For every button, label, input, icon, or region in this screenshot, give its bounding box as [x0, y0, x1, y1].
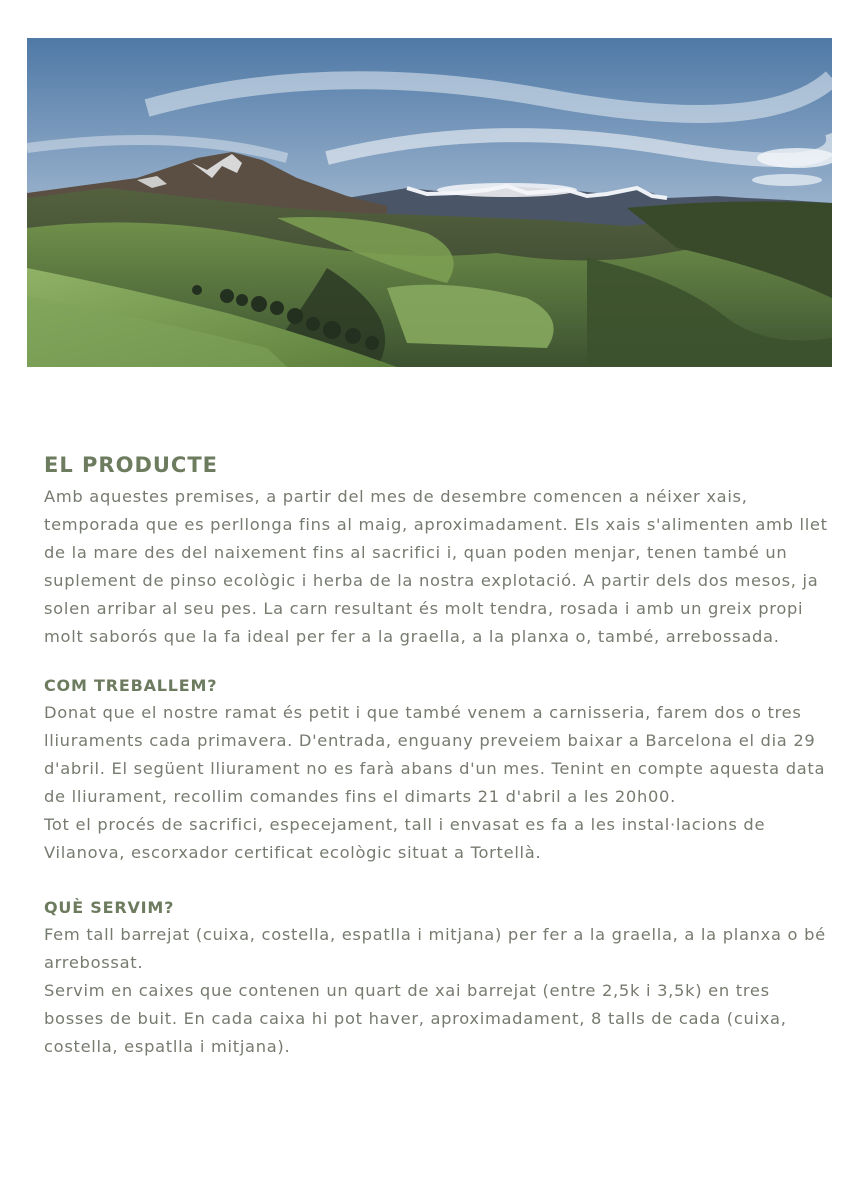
section-title-producte: EL PRODUCTE	[44, 453, 219, 477]
section-title-treballem: COM TREBALLEM?	[44, 676, 218, 695]
hero-mountain-photo	[27, 38, 832, 367]
section-text-servim-2: Servim en caixes que contenen un quart de xai barrejat (entre 2,5k i 3,5k) en tres bosses de buit. En cada caixa hi pot haver, aproximadament, 8 talls de cada (cuixa, costella, espatlla i mitjana).	[44, 981, 787, 1056]
section-text-servim-1: Fem tall barrejat (cuixa, costella, espatlla i mitjana) per fer a la graella, a la planxa o bé arrebossat.	[44, 925, 826, 972]
section-text-producte: Amb aquestes premises, a partir del mes de desembre comencen a néixer xais, temporada que es perllonga fins al maig, aproximadament. Els xais s'alimenten amb llet de la mare des del naixement fins al sacrifici i, quan poden menjar, tenen també un suplement de pinso ecològic i herba de la nostra explotació. A partir dels dos mesos, ja solen arribar al seu pes. La carn resultant és molt tendra, rosada i amb un greix propi molt saborós que la fa ideal per fer a la graella, a la planxa o, també, arrebossada.	[44, 487, 828, 646]
main-content	[44, 451, 834, 1061]
section-text-treballem-2: Tot el procés de sacrifici, especejament, tall i envasat es fa a les instal·lacions de Vilanova, escorxador certificat ecològic situat a Tortellà.	[44, 815, 766, 862]
mountain-landscape-image	[27, 38, 832, 367]
section-title-servim: QUÈ SERVIM?	[44, 898, 175, 917]
section-text-treballem-1: Donat que el nostre ramat és petit i que també venem a carnisseria, farem dos o tres lliuraments cada primavera. D'entrada, enguany preveiem baixar a Barcelona el dia 29 d'abril. El següent lliurament no es farà abans d'un mes. Tenint en compte aquesta data de lliurament, recollim comandes fins el dimarts 21 d'abril a les 20h00.	[44, 703, 826, 806]
